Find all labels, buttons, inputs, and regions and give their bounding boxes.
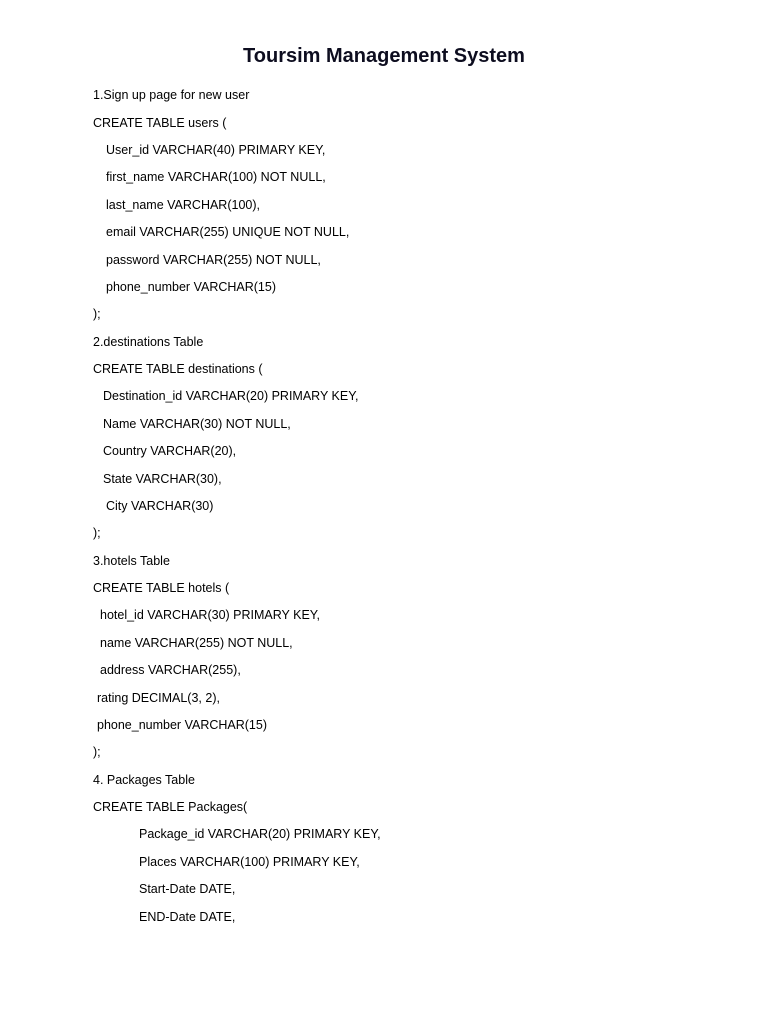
- destinations-close-paren: );: [93, 526, 101, 540]
- users-column-last-name: last_name VARCHAR(100),: [106, 198, 260, 212]
- section-heading-users: 1.Sign up page for new user: [93, 88, 250, 102]
- users-column-email: email VARCHAR(255) UNIQUE NOT NULL,: [106, 225, 350, 239]
- page-title: Toursim Management System: [243, 45, 525, 67]
- create-table-destinations: CREATE TABLE destinations (: [93, 362, 263, 376]
- users-column-password: password VARCHAR(255) NOT NULL,: [106, 253, 321, 267]
- destinations-column-state: State VARCHAR(30),: [103, 472, 222, 486]
- hotels-column-name: name VARCHAR(255) NOT NULL,: [100, 636, 293, 650]
- destinations-column-name: Name VARCHAR(30) NOT NULL,: [103, 417, 291, 431]
- hotels-column-phone-number: phone_number VARCHAR(15): [97, 718, 267, 732]
- packages-column-package-id: Package_id VARCHAR(20) PRIMARY KEY,: [139, 827, 381, 841]
- users-column-first-name: first_name VARCHAR(100) NOT NULL,: [106, 170, 326, 184]
- packages-column-start-date: Start-Date DATE,: [139, 882, 236, 896]
- section-heading-hotels: 3.hotels Table: [93, 554, 170, 568]
- destinations-column-id: Destination_id VARCHAR(20) PRIMARY KEY,: [103, 389, 359, 403]
- users-column-user-id: User_id VARCHAR(40) PRIMARY KEY,: [106, 143, 326, 157]
- destinations-column-city: City VARCHAR(30): [106, 499, 214, 513]
- hotels-column-rating: rating DECIMAL(3, 2),: [97, 691, 220, 705]
- packages-column-places: Places VARCHAR(100) PRIMARY KEY,: [139, 855, 360, 869]
- users-close-paren: );: [93, 307, 101, 321]
- destinations-column-country: Country VARCHAR(20),: [103, 444, 237, 458]
- hotels-close-paren: );: [93, 745, 101, 759]
- create-table-hotels: CREATE TABLE hotels (: [93, 581, 230, 595]
- hotels-column-address: address VARCHAR(255),: [100, 663, 241, 677]
- packages-column-end-date: END-Date DATE,: [139, 910, 236, 924]
- section-heading-packages: 4. Packages Table: [93, 773, 195, 787]
- users-column-phone-number: phone_number VARCHAR(15): [106, 280, 276, 294]
- create-table-packages: CREATE TABLE Packages(: [93, 800, 248, 814]
- hotels-column-hotel-id: hotel_id VARCHAR(30) PRIMARY KEY,: [100, 608, 321, 622]
- create-table-users: CREATE TABLE users (: [93, 116, 227, 130]
- section-heading-destinations: 2.destinations Table: [93, 335, 204, 349]
